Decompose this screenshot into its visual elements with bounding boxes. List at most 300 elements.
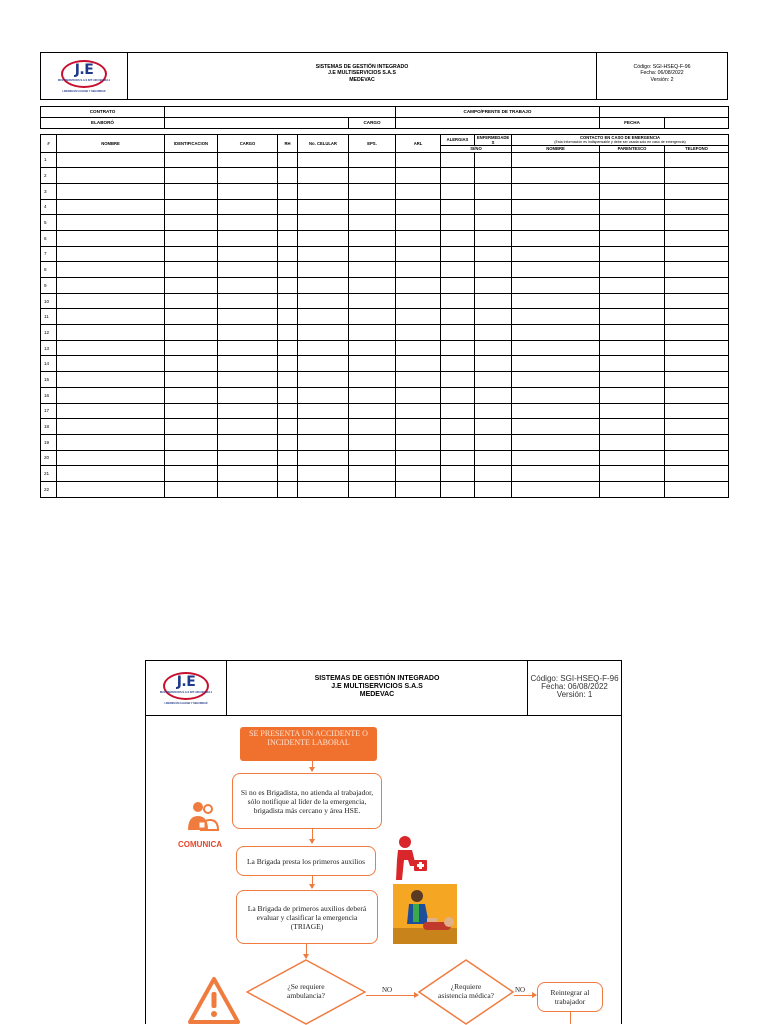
table-cell[interactable] bbox=[165, 372, 218, 388]
table-cell[interactable] bbox=[57, 356, 165, 372]
table-cell[interactable] bbox=[57, 372, 165, 388]
table-cell[interactable] bbox=[396, 183, 441, 199]
table-cell[interactable] bbox=[512, 246, 600, 262]
table-cell[interactable] bbox=[475, 262, 512, 278]
table-cell[interactable] bbox=[396, 419, 441, 435]
table-cell[interactable] bbox=[349, 450, 396, 466]
table-cell[interactable] bbox=[165, 466, 218, 482]
table-cell[interactable] bbox=[57, 293, 165, 309]
table-cell[interactable] bbox=[165, 199, 218, 215]
table-cell[interactable] bbox=[441, 183, 475, 199]
table-cell[interactable] bbox=[512, 481, 600, 497]
table-cell[interactable] bbox=[278, 466, 298, 482]
table-cell[interactable] bbox=[512, 372, 600, 388]
table-cell[interactable] bbox=[298, 183, 349, 199]
table-cell[interactable] bbox=[665, 466, 729, 482]
table-cell[interactable] bbox=[441, 278, 475, 294]
table-cell[interactable] bbox=[600, 183, 665, 199]
table-cell[interactable] bbox=[441, 230, 475, 246]
table-cell[interactable] bbox=[600, 372, 665, 388]
table-cell[interactable] bbox=[349, 293, 396, 309]
table-cell[interactable] bbox=[396, 372, 441, 388]
table-cell[interactable] bbox=[278, 246, 298, 262]
table-cell[interactable] bbox=[278, 450, 298, 466]
col-nombre: NOMBRE bbox=[57, 134, 165, 152]
table-cell[interactable] bbox=[165, 230, 218, 246]
table-cell[interactable] bbox=[165, 419, 218, 435]
table-cell[interactable] bbox=[57, 199, 165, 215]
table-cell[interactable] bbox=[349, 230, 396, 246]
table-cell[interactable] bbox=[396, 356, 441, 372]
table-cell[interactable] bbox=[475, 168, 512, 184]
table-cell[interactable] bbox=[600, 403, 665, 419]
table-cell[interactable] bbox=[298, 278, 349, 294]
table-cell[interactable] bbox=[298, 340, 349, 356]
table-cell[interactable] bbox=[278, 387, 298, 403]
table-cell[interactable] bbox=[441, 450, 475, 466]
table-cell[interactable] bbox=[475, 152, 512, 168]
table-cell[interactable] bbox=[475, 403, 512, 419]
table-cell[interactable] bbox=[512, 434, 600, 450]
campo-field[interactable] bbox=[600, 106, 729, 117]
table-cell[interactable] bbox=[600, 450, 665, 466]
table-cell[interactable] bbox=[665, 262, 729, 278]
table-cell[interactable] bbox=[441, 293, 475, 309]
table-cell[interactable] bbox=[218, 168, 278, 184]
elaboro-field[interactable] bbox=[165, 117, 349, 128]
table-cell[interactable] bbox=[665, 481, 729, 497]
step-triage-box: La Brigada de primeros auxilios deberá evaluar y clasificar la emergencia (TRIAGE) bbox=[236, 890, 378, 944]
table-cell[interactable] bbox=[600, 325, 665, 341]
table-cell[interactable] bbox=[512, 293, 600, 309]
table-cell[interactable] bbox=[441, 215, 475, 231]
table-cell[interactable] bbox=[396, 215, 441, 231]
table-cell[interactable] bbox=[278, 152, 298, 168]
flow-document-title: SISTEMAS DE GESTIÓN INTEGRADO J.E MULTISERVICIOS S.A.S MEDEVAC bbox=[314, 675, 440, 698]
table-cell[interactable] bbox=[349, 403, 396, 419]
table-cell[interactable] bbox=[57, 152, 165, 168]
table-cell[interactable] bbox=[600, 262, 665, 278]
table-cell[interactable] bbox=[600, 215, 665, 231]
medevac-flowchart bbox=[145, 660, 622, 1024]
table-cell[interactable] bbox=[218, 340, 278, 356]
table-cell[interactable] bbox=[512, 419, 600, 435]
table-cell[interactable] bbox=[57, 325, 165, 341]
table-cell[interactable] bbox=[298, 230, 349, 246]
table-cell[interactable] bbox=[218, 419, 278, 435]
table-cell[interactable] bbox=[165, 309, 218, 325]
fecha-field[interactable] bbox=[665, 117, 729, 128]
table-cell[interactable] bbox=[278, 340, 298, 356]
table-cell[interactable] bbox=[278, 372, 298, 388]
table-cell[interactable] bbox=[475, 356, 512, 372]
table-cell[interactable] bbox=[298, 262, 349, 278]
table-cell[interactable] bbox=[396, 246, 441, 262]
table-cell[interactable] bbox=[218, 309, 278, 325]
table-cell[interactable] bbox=[475, 215, 512, 231]
table-cell[interactable] bbox=[475, 183, 512, 199]
table-row bbox=[41, 246, 729, 262]
row-number: 13 bbox=[41, 340, 57, 356]
table-cell[interactable] bbox=[349, 466, 396, 482]
table-cell[interactable] bbox=[665, 419, 729, 435]
table-cell[interactable] bbox=[218, 230, 278, 246]
table-cell[interactable] bbox=[665, 450, 729, 466]
row-number: 4 bbox=[41, 199, 57, 215]
campo-label: CAMPO/FRENTE DE TRABAJO bbox=[396, 106, 600, 117]
table-cell[interactable] bbox=[278, 481, 298, 497]
table-cell[interactable] bbox=[218, 481, 278, 497]
table-cell[interactable] bbox=[475, 230, 512, 246]
table-cell[interactable] bbox=[349, 481, 396, 497]
table-cell[interactable] bbox=[278, 230, 298, 246]
table-cell[interactable] bbox=[665, 372, 729, 388]
table-cell[interactable] bbox=[600, 340, 665, 356]
table-row bbox=[41, 450, 729, 466]
table-cell[interactable] bbox=[512, 168, 600, 184]
col-arl: ARL bbox=[396, 134, 441, 152]
table-cell[interactable] bbox=[600, 168, 665, 184]
table-cell[interactable] bbox=[600, 230, 665, 246]
table-cell[interactable] bbox=[278, 215, 298, 231]
cargo-field[interactable] bbox=[396, 117, 600, 128]
table-cell[interactable] bbox=[349, 183, 396, 199]
table-cell[interactable] bbox=[600, 152, 665, 168]
table-cell[interactable] bbox=[57, 481, 165, 497]
table-cell[interactable] bbox=[165, 183, 218, 199]
table-cell[interactable] bbox=[475, 387, 512, 403]
table-cell[interactable] bbox=[278, 419, 298, 435]
table-cell[interactable] bbox=[298, 356, 349, 372]
arrow-4 bbox=[306, 944, 307, 958]
document-title: SISTEMAS DE GESTIÓN INTEGRADO J.E MULTISERVICIOS S.A.S MEDEVAC bbox=[315, 64, 409, 83]
table-cell[interactable] bbox=[165, 293, 218, 309]
table-cell[interactable] bbox=[441, 309, 475, 325]
table-cell[interactable] bbox=[441, 387, 475, 403]
row-number: 15 bbox=[41, 372, 57, 388]
table-row bbox=[41, 403, 729, 419]
table-cell[interactable] bbox=[396, 230, 441, 246]
table-cell[interactable] bbox=[57, 309, 165, 325]
table-cell[interactable] bbox=[512, 262, 600, 278]
table-cell[interactable] bbox=[600, 246, 665, 262]
table-cell[interactable] bbox=[665, 246, 729, 262]
table-cell[interactable] bbox=[396, 481, 441, 497]
flow-document-code: Código: SGI-HSEQ-F-96 Fecha: 06/08/2022 Versión: 1 bbox=[527, 661, 621, 715]
medevac-form bbox=[40, 52, 728, 498]
table-cell[interactable] bbox=[278, 356, 298, 372]
table-cell[interactable] bbox=[665, 152, 729, 168]
table-cell[interactable] bbox=[165, 262, 218, 278]
table-cell[interactable] bbox=[278, 293, 298, 309]
table-cell[interactable] bbox=[396, 293, 441, 309]
table-cell[interactable] bbox=[165, 434, 218, 450]
table-cell[interactable] bbox=[57, 387, 165, 403]
table-cell[interactable] bbox=[396, 152, 441, 168]
table-cell[interactable] bbox=[298, 325, 349, 341]
table-cell[interactable] bbox=[600, 199, 665, 215]
table-cell[interactable] bbox=[218, 152, 278, 168]
table-cell[interactable] bbox=[349, 419, 396, 435]
table-cell[interactable] bbox=[665, 230, 729, 246]
table-cell[interactable] bbox=[218, 199, 278, 215]
table-cell[interactable] bbox=[441, 372, 475, 388]
table-cell[interactable] bbox=[396, 466, 441, 482]
table-cell[interactable] bbox=[475, 481, 512, 497]
table-cell[interactable] bbox=[396, 278, 441, 294]
table-cell[interactable] bbox=[512, 152, 600, 168]
table-cell[interactable] bbox=[165, 387, 218, 403]
table-cell[interactable] bbox=[278, 168, 298, 184]
table-cell[interactable] bbox=[396, 434, 441, 450]
table-cell[interactable] bbox=[475, 246, 512, 262]
table-cell[interactable] bbox=[57, 403, 165, 419]
table-cell[interactable] bbox=[512, 340, 600, 356]
table-cell[interactable] bbox=[665, 199, 729, 215]
arrow-2 bbox=[312, 829, 313, 843]
table-cell[interactable] bbox=[512, 215, 600, 231]
table-cell[interactable] bbox=[278, 309, 298, 325]
table-cell[interactable] bbox=[441, 152, 475, 168]
table-cell[interactable] bbox=[298, 309, 349, 325]
table-cell[interactable] bbox=[165, 215, 218, 231]
table-cell[interactable] bbox=[298, 215, 349, 231]
table-cell[interactable] bbox=[396, 387, 441, 403]
table-cell[interactable] bbox=[665, 183, 729, 199]
personnel-table bbox=[40, 100, 729, 498]
table-cell[interactable] bbox=[665, 434, 729, 450]
table-cell[interactable] bbox=[665, 293, 729, 309]
table-cell[interactable] bbox=[665, 356, 729, 372]
table-cell[interactable] bbox=[57, 434, 165, 450]
flow-company-logo: J.E MULTISERVICIOS S.A.S NIT: 900.591.833-1 LIDERES EN CALIDAD Y SEGURIDAD bbox=[159, 674, 213, 705]
table-cell[interactable] bbox=[349, 215, 396, 231]
table-cell[interactable] bbox=[218, 372, 278, 388]
table-cell[interactable] bbox=[218, 466, 278, 482]
table-cell[interactable] bbox=[165, 278, 218, 294]
table-cell[interactable] bbox=[349, 278, 396, 294]
table-cell[interactable] bbox=[665, 387, 729, 403]
table-cell[interactable] bbox=[396, 340, 441, 356]
table-cell[interactable] bbox=[298, 372, 349, 388]
table-cell[interactable] bbox=[512, 387, 600, 403]
table-cell[interactable] bbox=[475, 340, 512, 356]
reintegrate-connector bbox=[570, 1012, 571, 1024]
table-cell[interactable] bbox=[349, 199, 396, 215]
table-cell[interactable] bbox=[512, 183, 600, 199]
row-number: 14 bbox=[41, 356, 57, 372]
table-cell[interactable] bbox=[475, 450, 512, 466]
table-cell[interactable] bbox=[218, 403, 278, 419]
table-cell[interactable] bbox=[218, 434, 278, 450]
table-cell[interactable] bbox=[349, 168, 396, 184]
table-cell[interactable] bbox=[349, 434, 396, 450]
table-cell[interactable] bbox=[349, 262, 396, 278]
table-cell[interactable] bbox=[475, 199, 512, 215]
table-cell[interactable] bbox=[475, 325, 512, 341]
table-cell[interactable] bbox=[600, 293, 665, 309]
table-cell[interactable] bbox=[278, 278, 298, 294]
table-cell[interactable] bbox=[278, 262, 298, 278]
table-cell[interactable] bbox=[218, 293, 278, 309]
table-cell[interactable] bbox=[349, 246, 396, 262]
table-cell[interactable] bbox=[600, 419, 665, 435]
table-cell[interactable] bbox=[441, 168, 475, 184]
table-cell[interactable] bbox=[218, 278, 278, 294]
cpr-illustration-icon bbox=[393, 884, 457, 944]
table-cell[interactable] bbox=[278, 434, 298, 450]
table-cell[interactable] bbox=[600, 466, 665, 482]
table-cell[interactable] bbox=[57, 262, 165, 278]
table-cell[interactable] bbox=[396, 168, 441, 184]
table-cell[interactable] bbox=[298, 466, 349, 482]
table-cell[interactable] bbox=[278, 403, 298, 419]
table-cell[interactable] bbox=[298, 168, 349, 184]
table-cell[interactable] bbox=[165, 152, 218, 168]
table-cell[interactable] bbox=[298, 387, 349, 403]
table-cell[interactable] bbox=[441, 262, 475, 278]
table-cell[interactable] bbox=[298, 199, 349, 215]
table-cell[interactable] bbox=[475, 309, 512, 325]
table-cell[interactable] bbox=[298, 434, 349, 450]
table-cell[interactable] bbox=[396, 403, 441, 419]
table-cell[interactable] bbox=[600, 434, 665, 450]
table-cell[interactable] bbox=[441, 356, 475, 372]
table-row bbox=[41, 356, 729, 372]
table-cell[interactable] bbox=[165, 481, 218, 497]
table-cell[interactable] bbox=[665, 278, 729, 294]
table-cell[interactable] bbox=[57, 246, 165, 262]
table-cell[interactable] bbox=[349, 372, 396, 388]
table-cell[interactable] bbox=[278, 199, 298, 215]
table-cell[interactable] bbox=[512, 278, 600, 294]
table-cell[interactable] bbox=[278, 325, 298, 341]
table-cell[interactable] bbox=[298, 246, 349, 262]
table-cell[interactable] bbox=[298, 481, 349, 497]
table-cell[interactable] bbox=[218, 450, 278, 466]
warning-icon bbox=[188, 976, 240, 1024]
table-cell[interactable] bbox=[600, 387, 665, 403]
table-cell[interactable] bbox=[218, 262, 278, 278]
table-cell[interactable] bbox=[665, 168, 729, 184]
table-cell[interactable] bbox=[218, 356, 278, 372]
table-cell[interactable] bbox=[396, 199, 441, 215]
table-cell[interactable] bbox=[349, 309, 396, 325]
table-cell[interactable] bbox=[441, 403, 475, 419]
table-cell[interactable] bbox=[475, 293, 512, 309]
table-cell[interactable] bbox=[475, 419, 512, 435]
row-number: 2 bbox=[41, 168, 57, 184]
table-cell[interactable] bbox=[512, 199, 600, 215]
table-cell[interactable] bbox=[475, 372, 512, 388]
table-cell[interactable] bbox=[298, 403, 349, 419]
table-cell[interactable] bbox=[278, 183, 298, 199]
table-cell[interactable] bbox=[349, 152, 396, 168]
table-cell[interactable] bbox=[57, 278, 165, 294]
row-number: 6 bbox=[41, 230, 57, 246]
table-cell[interactable] bbox=[57, 466, 165, 482]
arrow-3 bbox=[312, 876, 313, 888]
table-cell[interactable] bbox=[57, 419, 165, 435]
table-cell[interactable] bbox=[600, 278, 665, 294]
table-cell[interactable] bbox=[165, 450, 218, 466]
no-label-1: NO bbox=[382, 986, 393, 994]
table-cell[interactable] bbox=[665, 340, 729, 356]
row-number: 18 bbox=[41, 419, 57, 435]
table-cell[interactable] bbox=[512, 325, 600, 341]
table-cell[interactable] bbox=[441, 466, 475, 482]
table-cell[interactable] bbox=[441, 434, 475, 450]
table-cell[interactable] bbox=[57, 340, 165, 356]
table-cell[interactable] bbox=[57, 168, 165, 184]
table-cell[interactable] bbox=[165, 246, 218, 262]
table-cell[interactable] bbox=[441, 199, 475, 215]
table-cell[interactable] bbox=[396, 262, 441, 278]
table-cell[interactable] bbox=[475, 278, 512, 294]
table-cell[interactable] bbox=[396, 325, 441, 341]
table-cell[interactable] bbox=[57, 230, 165, 246]
table-cell[interactable] bbox=[298, 152, 349, 168]
table-cell[interactable] bbox=[600, 309, 665, 325]
table-cell[interactable] bbox=[298, 450, 349, 466]
table-cell[interactable] bbox=[665, 215, 729, 231]
table-cell[interactable] bbox=[165, 168, 218, 184]
table-cell[interactable] bbox=[441, 340, 475, 356]
table-cell[interactable] bbox=[298, 419, 349, 435]
table-cell[interactable] bbox=[665, 309, 729, 325]
table-cell[interactable] bbox=[218, 387, 278, 403]
contrato-field[interactable] bbox=[165, 106, 396, 117]
table-cell[interactable] bbox=[441, 419, 475, 435]
table-cell[interactable] bbox=[165, 340, 218, 356]
table-cell[interactable] bbox=[165, 356, 218, 372]
table-cell[interactable] bbox=[218, 246, 278, 262]
table-cell[interactable] bbox=[349, 356, 396, 372]
table-cell[interactable] bbox=[349, 387, 396, 403]
table-cell[interactable] bbox=[396, 309, 441, 325]
table-cell[interactable] bbox=[57, 215, 165, 231]
table-cell[interactable] bbox=[298, 293, 349, 309]
table-cell[interactable] bbox=[512, 356, 600, 372]
form-header bbox=[40, 52, 728, 100]
table-cell[interactable] bbox=[512, 450, 600, 466]
table-cell[interactable] bbox=[349, 340, 396, 356]
table-cell[interactable] bbox=[57, 183, 165, 199]
table-cell[interactable] bbox=[512, 309, 600, 325]
table-cell[interactable] bbox=[512, 403, 600, 419]
table-cell[interactable] bbox=[600, 481, 665, 497]
table-cell[interactable] bbox=[441, 325, 475, 341]
table-cell[interactable] bbox=[165, 325, 218, 341]
table-cell[interactable] bbox=[441, 246, 475, 262]
table-cell[interactable] bbox=[57, 450, 165, 466]
table-cell[interactable] bbox=[665, 403, 729, 419]
table-cell[interactable] bbox=[665, 325, 729, 341]
table-cell[interactable] bbox=[475, 466, 512, 482]
table-cell[interactable] bbox=[218, 325, 278, 341]
row-number: 10 bbox=[41, 293, 57, 309]
table-cell[interactable] bbox=[218, 183, 278, 199]
table-cell[interactable] bbox=[512, 466, 600, 482]
table-cell[interactable] bbox=[165, 403, 218, 419]
table-cell[interactable] bbox=[396, 450, 441, 466]
table-cell[interactable] bbox=[441, 481, 475, 497]
table-cell[interactable] bbox=[475, 434, 512, 450]
table-cell[interactable] bbox=[512, 230, 600, 246]
table-cell[interactable] bbox=[218, 215, 278, 231]
table-cell[interactable] bbox=[600, 356, 665, 372]
table-cell[interactable] bbox=[349, 325, 396, 341]
